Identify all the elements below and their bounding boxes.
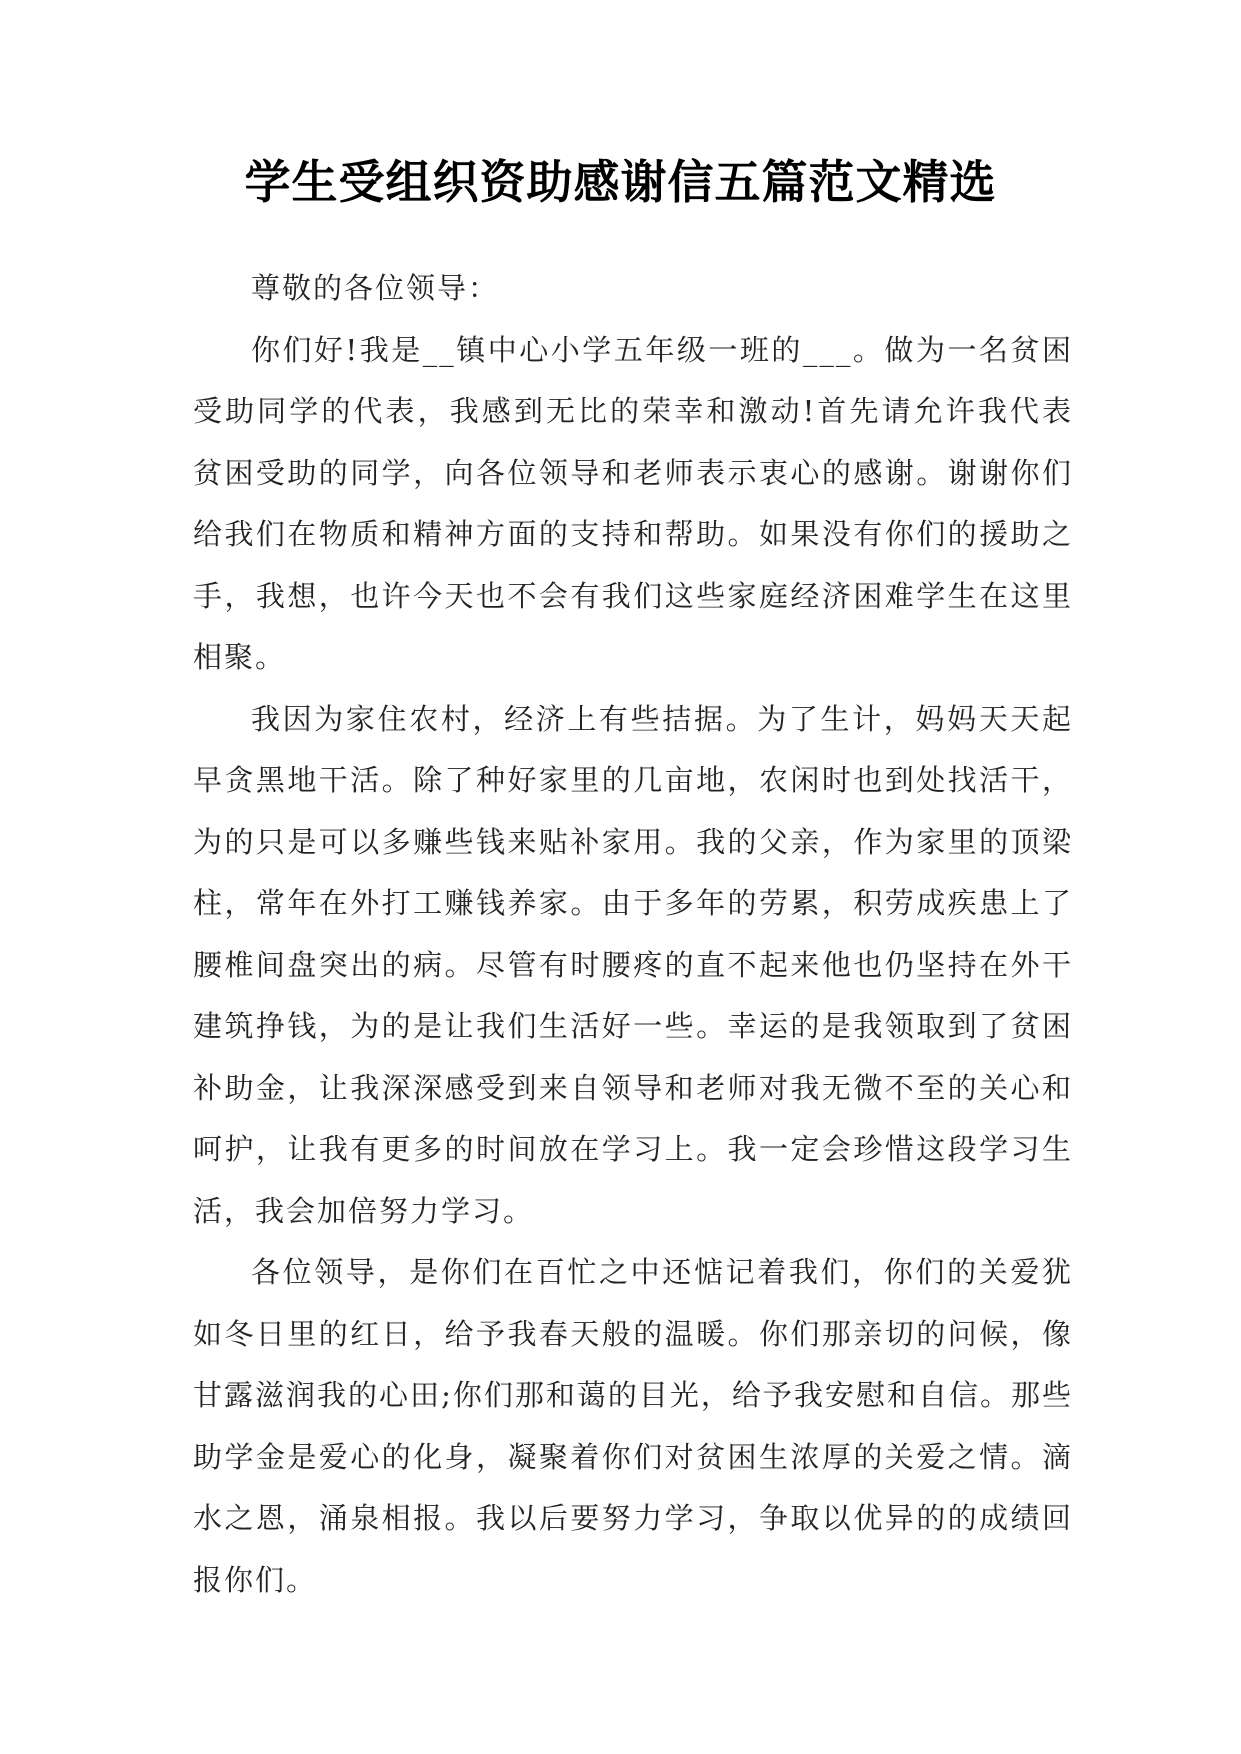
salutation: 尊敬的各位领导： xyxy=(251,271,500,305)
document-title: 学生受组织资助感谢信五篇范文精选 xyxy=(244,155,997,209)
document-body xyxy=(193,258,1073,1611)
paragraph-gratitude: 各位领导，是你们在百忙之中还惦记着我们，你们的关爱犹如冬日里的红日，给予我春天般的温暖。你们那亲切的问候，像甘露滋润我的心田;你们那和蔼的目光，给予我安慰和自信。那些助学金是爱心的化身，凝聚着你们对贫困生浓厚的关爱之情。滴水之恩，涌泉相报。我以后要努力学习，争取以优异的的成绩回报你们。 xyxy=(193,1255,1073,1597)
paragraph-greeting: 你们好!我是__镇中心小学五年级一班的___。做为一名贫困受助同学的代表，我感到无比的荣幸和激动!首先请允许我代表贫困受助的同学，向各位领导和老师表示衷心的感谢。谢谢你们给我们在物质和精神方面的支持和帮助。如果没有你们的援助之手，我想，也许今天也不会有我们这些家庭经济困难学生在这里相聚。 xyxy=(193,332,1073,674)
paragraph-family: 我因为家住农村，经济上有些拮据。为了生计，妈妈天天起早贪黑地干活。除了种好家里的几亩地，农闲时也到处找活干，为的只是可以多赚些钱来贴补家用。我的父亲，作为家里的顶梁柱，常年在外打工赚钱养家。由于多年的劳累，积劳成疾患上了腰椎间盘突出的病。尽管有时腰疼的直不起来他也仍坚持在外干建筑挣钱，为的是让我们生活好一些。幸运的是我领取到了贫困补助金，让我深深感受到来自领导和老师对我无微不至的关心和呵护，让我有更多的时间放在学习上。我一定会珍惜这段学习生活，我会加倍努力学习。 xyxy=(193,701,1073,1228)
